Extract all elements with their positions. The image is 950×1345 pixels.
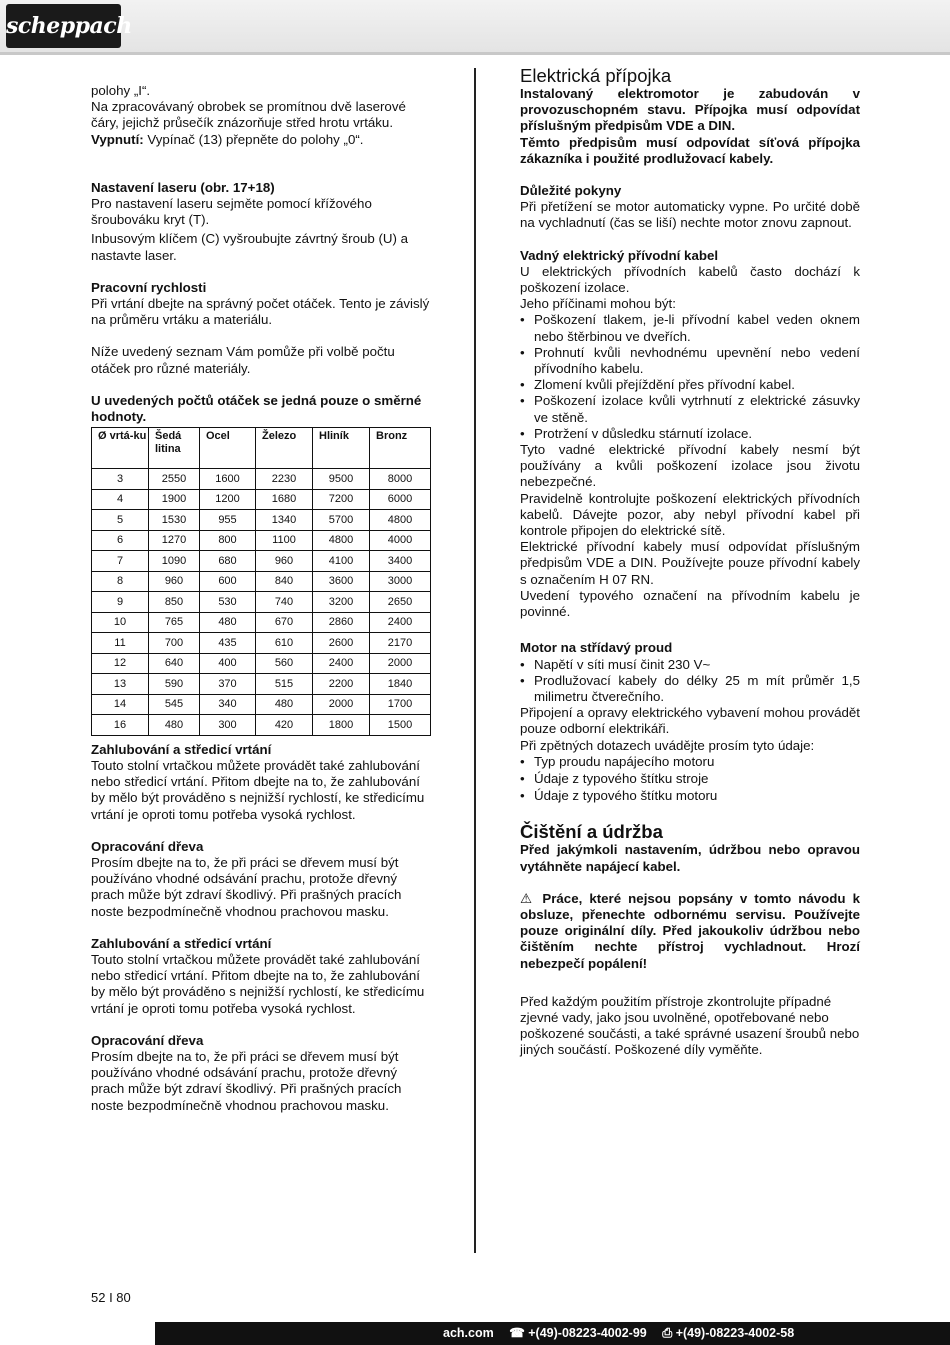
table-cell: 670 [256,612,313,633]
column-divider [474,68,476,1253]
table-cell: 960 [149,571,200,592]
table-cell: 7 [92,551,149,572]
table-cell: 850 [149,592,200,613]
list-item: • Údaje z typového štítku stroje [520,771,860,787]
intro-line-2: Na zpracovávaný obrobek se promítnou dvě laserové čáry, jejichž průsečík znázorňuje střed hrotu vrtáku. [91,99,406,131]
table-cell: 515 [256,674,313,695]
electric-connection-bold-1: Instalovaný elektromotor je zabudován v provozuschopném stavu. Přípojka musí odpovídat příslušným předpisům VDE a DIN. [520,86,860,134]
countersink-text-1: Touto stolní vrtačkou můžete provádět také zahlubování nebo středicí vrtání. Přitom dbejte na to, že zahlubování by mělo být prováděno s nejnižší rychlostí, ke středicímu vrtání je oproti tomu potřeba vysoká rychlost. [91,757,425,822]
table-cell: 12 [92,653,149,674]
table-row [92,653,431,674]
table-cell: 420 [256,715,313,736]
list-item: • Protržení v důsledku stárnutí izolace. [520,426,860,442]
table-cell: 10 [92,612,149,633]
cable-paragraph-3: Tyto vadné elektrické přívodní kabely nesmí být používány a kvůli poškození izolace jsou životu nebezpečné. [520,442,860,490]
speed-title: Pracovní rychlosti [91,279,207,295]
header-steel: Ocel [200,428,256,469]
cable-causes-list [520,312,860,442]
table-cell: 3 [92,469,149,490]
list-item: • Prodlužovací kabely do délky 25 m mít průměr 1,5 milimetru čtverečního. [520,673,860,705]
table-cell: 3200 [313,592,370,613]
list-item: • Poškození tlakem, je-li přívodní kabel veden oknem nebo štěrbinou ve dveřích. [520,312,860,344]
list-item: • Typ proudu napájecího motoru [520,754,860,770]
table-cell: 300 [200,715,256,736]
table-cell: 530 [200,592,256,613]
table-cell: 6000 [370,489,431,510]
warning-text: Práce, které nejsou popsány v tomto návodu k obsluze, přenechte odbornému servisu. Používejte pouze originální díly. Před jakoukoliv údržbou nebo čištěním nechte přístroj vychladnout. Hrozí nebezpečí popálení! [520,890,860,971]
table-cell: 340 [200,694,256,715]
scheppach-logo: scheppach [6,4,121,48]
wood-text-2: Prosím dbejte na to, že při práci se dřevem musí být používáno vhodné odsávání prachu, protože dřevný prach může být zdraví škodlivý. Při prašných pracích noste bezpodmínečně vhodnou prachovou masku. [91,1049,402,1113]
ac-motor-paragraph-1: Připojení a opravy elektrického vybavení mohou provádět pouze odborní elektrikáři. [520,705,860,737]
page-number: 52 I 80 [91,1290,131,1305]
footer-website: ach.com [443,1326,494,1340]
cable-paragraph-4: Pravidelně kontrolujte poškození elektrických přívodních kabelů. Dávejte pozor, aby nebyl přívodní kabel při kontrole připojen do elektrické sítě. [520,490,860,539]
table-cell: 480 [256,694,313,715]
table-cell: 3000 [370,571,431,592]
list-item: • Poškození izolace kvůli vytrhnutí z elektrické zásuvky ve stěně. [520,393,860,425]
table-cell: 5700 [313,510,370,531]
list-item: • Prohnutí kvůli nevhodnému upevnění nebo vedení přívodního kabelu. [520,345,860,377]
speed-table-header [92,428,431,469]
table-cell: 9 [92,592,149,613]
table-cell: 11 [92,633,149,654]
table-cell: 600 [200,571,256,592]
table-cell: 6 [92,530,149,551]
table-cell: 1270 [149,530,200,551]
header-cast-iron: Šedá litina [149,428,200,469]
table-cell: 8000 [370,469,431,490]
table-cell: 1900 [149,489,200,510]
table-cell: 2000 [313,694,370,715]
ac-motor-list [520,657,860,706]
cable-paragraph-6: Uvedení typového označení na přívodním kabelu je povinné. [520,587,860,620]
table-cell: 4 [92,489,149,510]
speed-paragraph-2: Níže uvedený seznam Vám pomůže při volbě počtu otáček pro různé materiály. [91,344,395,376]
table-cell: 1840 [370,674,431,695]
table-cell: 400 [200,653,256,674]
laser-paragraph-2: Inbusovým klíčem (C) vyšroubujte závrtný šroub (U) a nastavte laser. [91,231,409,263]
cleaning-bold: Před jakýmkoli nastavením, údržbou nebo opravou vytáhněte napájecí kabel. [520,842,860,874]
warning-icon: ⚠ [520,890,536,906]
footer-fax: ⎙ +(49)-08223-4002-58 [662,1326,795,1340]
table-row [92,469,431,490]
speed-paragraph-1: Při vrtání dbejte na správný počet otáček. Tento je závislý na průměru vrtáku a materiálu. [91,296,430,328]
wood-title-1: Opracování dřeva [91,838,204,854]
table-cell: 13 [92,674,149,695]
footer-phone: ☎ +(49)-08223-4002-99 [509,1326,647,1340]
laser-paragraph-1: Pro nastavení laseru sejměte pomocí křížového šroubováku kryt (T). [91,196,372,228]
table-cell: 610 [256,633,313,654]
switch-off-text: Vypínač (13) přepněte do polohy „0“. [143,131,364,147]
table-cell: 1100 [256,530,313,551]
countersink-title-1: Zahlubování a středicí vrtání [91,741,272,757]
table-cell: 7200 [313,489,370,510]
table-cell: 4800 [370,510,431,531]
table-cell: 1500 [370,715,431,736]
cable-title: Vadný elektrický přívodní kabel [520,247,719,263]
ac-motor-paragraph-2: Při zpětných dotazech uvádějte prosím tyto údaje: [520,737,815,753]
table-cell: 2600 [313,633,370,654]
header-diameter: Ø vrtá-ku [92,428,149,469]
table-cell: 2200 [313,674,370,695]
table-cell: 1090 [149,551,200,572]
table-row [92,530,431,551]
list-item: • Napětí v síti musí činit 230 V~ [520,657,860,673]
table-cell: 765 [149,612,200,633]
table-cell: 8 [92,571,149,592]
table-row [92,592,431,613]
ac-motor-title: Motor na střídavý proud [520,640,673,656]
table-cell: 1680 [256,489,313,510]
list-item: • Zlomení kvůli přejíždění přes přívodní kabel. [520,377,860,393]
table-cell: 9500 [313,469,370,490]
table-cell: 1340 [256,510,313,531]
table-cell: 590 [149,674,200,695]
important-notes-text: Při přetížení se motor automaticky vypne. Po určité době na vychladnutí (čas se liší) nechte motor znovu zapnout. [520,199,860,231]
table-cell: 955 [200,510,256,531]
countersink-text-2: Touto stolní vrtačkou můžete provádět také zahlubování nebo středicí vrtání. Přitom dbejte na to, že zahlubování by mělo být prováděno s nejnižší rychlostí, ke středicímu vrtání je oproti tomu potřeba vysoká rychlost. [91,951,425,1016]
switch-off-paragraph [91,132,433,148]
table-cell: 2400 [313,653,370,674]
table-row [92,510,431,531]
cable-paragraph-2: Jeho příčinami mohou být: [520,296,676,312]
table-cell: 3600 [313,571,370,592]
table-cell: 700 [149,633,200,654]
table-cell: 960 [256,551,313,572]
right-column [520,66,860,1059]
table-row [92,694,431,715]
laser-title: Nastavení laseru (obr. 17+18) [91,179,275,195]
switch-off-label: Vypnutí: [91,131,144,147]
warning-paragraph [520,891,860,972]
table-cell: 1530 [149,510,200,531]
table-cell: 1800 [313,715,370,736]
speed-table [91,427,431,736]
table-row [92,489,431,510]
cable-paragraph-5: Elektrické přívodní kabely musí odpovídat příslušným předpisům VDE a DIN. Používejte pouze přívodní kabely s označením H 07 RN. [520,539,860,587]
electric-connection-bold-2: Těmto předpisům musí odpovídat síťová přípojka zákazníka i použité prodlužovací kabely. [520,134,860,166]
table-cell: 2860 [313,612,370,633]
table-row [92,612,431,633]
speed-note: U uvedených počtů otáček se jedná pouze o směrné hodnoty. [91,392,422,425]
table-row [92,571,431,592]
table-cell: 640 [149,653,200,674]
cleaning-title: Čištění a údržba [520,821,663,843]
table-row [92,551,431,572]
table-cell: 480 [200,612,256,633]
page-footer [0,1322,950,1345]
ac-motor-data-list [520,754,860,805]
header-iron: Železo [256,428,313,469]
list-item: • Údaje z typového štítku motoru [520,788,860,804]
table-row [92,674,431,695]
table-row [92,633,431,654]
table-cell: 545 [149,694,200,715]
countersink-title-2: Zahlubování a středicí vrtání [91,935,272,951]
table-cell: 3400 [370,551,431,572]
table-cell: 1700 [370,694,431,715]
table-cell: 2000 [370,653,431,674]
table-cell: 370 [200,674,256,695]
table-cell: 4100 [313,551,370,572]
table-cell: 4800 [313,530,370,551]
important-notes-title: Důležité pokyny [520,183,622,199]
electric-connection-title: Elektrická přípojka [520,65,672,86]
table-cell: 435 [200,633,256,654]
header-aluminium: Hliník [313,428,370,469]
table-cell: 480 [149,715,200,736]
table-cell: 4000 [370,530,431,551]
table-cell: 5 [92,510,149,531]
page-header [0,0,950,55]
cable-paragraph-1: U elektrických přívodních kabelů často dochází k poškození izolace. [520,263,860,296]
table-cell: 840 [256,571,313,592]
table-cell: 680 [200,551,256,572]
table-cell: 800 [200,530,256,551]
table-cell: 1600 [200,469,256,490]
left-column [91,83,433,1114]
wood-title-2: Opracování dřeva [91,1032,204,1048]
table-cell: 2650 [370,592,431,613]
table-cell: 16 [92,715,149,736]
table-row [92,715,431,736]
table-cell: 14 [92,694,149,715]
footer-blank [0,1322,155,1345]
header-bronze: Bronz [370,428,431,469]
intro-line-1: polohy „I“. [91,83,151,98]
table-cell: 2400 [370,612,431,633]
table-cell: 2230 [256,469,313,490]
table-cell: 1200 [200,489,256,510]
table-cell: 560 [256,653,313,674]
wood-text-1: Prosím dbejte na to, že při práci se dřevem musí být používáno vhodné odsávání prachu, protože dřevný prach může být zdraví škodlivý. Při prašných pracích noste bezpodmínečně vhodnou prachovou masku. [91,854,402,919]
cleaning-text: Před každým použitím přístroje zkontrolujte případné zjevné vady, jako jsou uvolněné, opotřebované nebo poškozené součásti, a také správné usazení šroubů nebo jiných součástí. Poškozené díly vyměňte. [520,993,860,1058]
table-cell: 2170 [370,633,431,654]
table-cell: 740 [256,592,313,613]
footer-contact-bar [155,1322,950,1345]
table-cell: 2550 [149,469,200,490]
